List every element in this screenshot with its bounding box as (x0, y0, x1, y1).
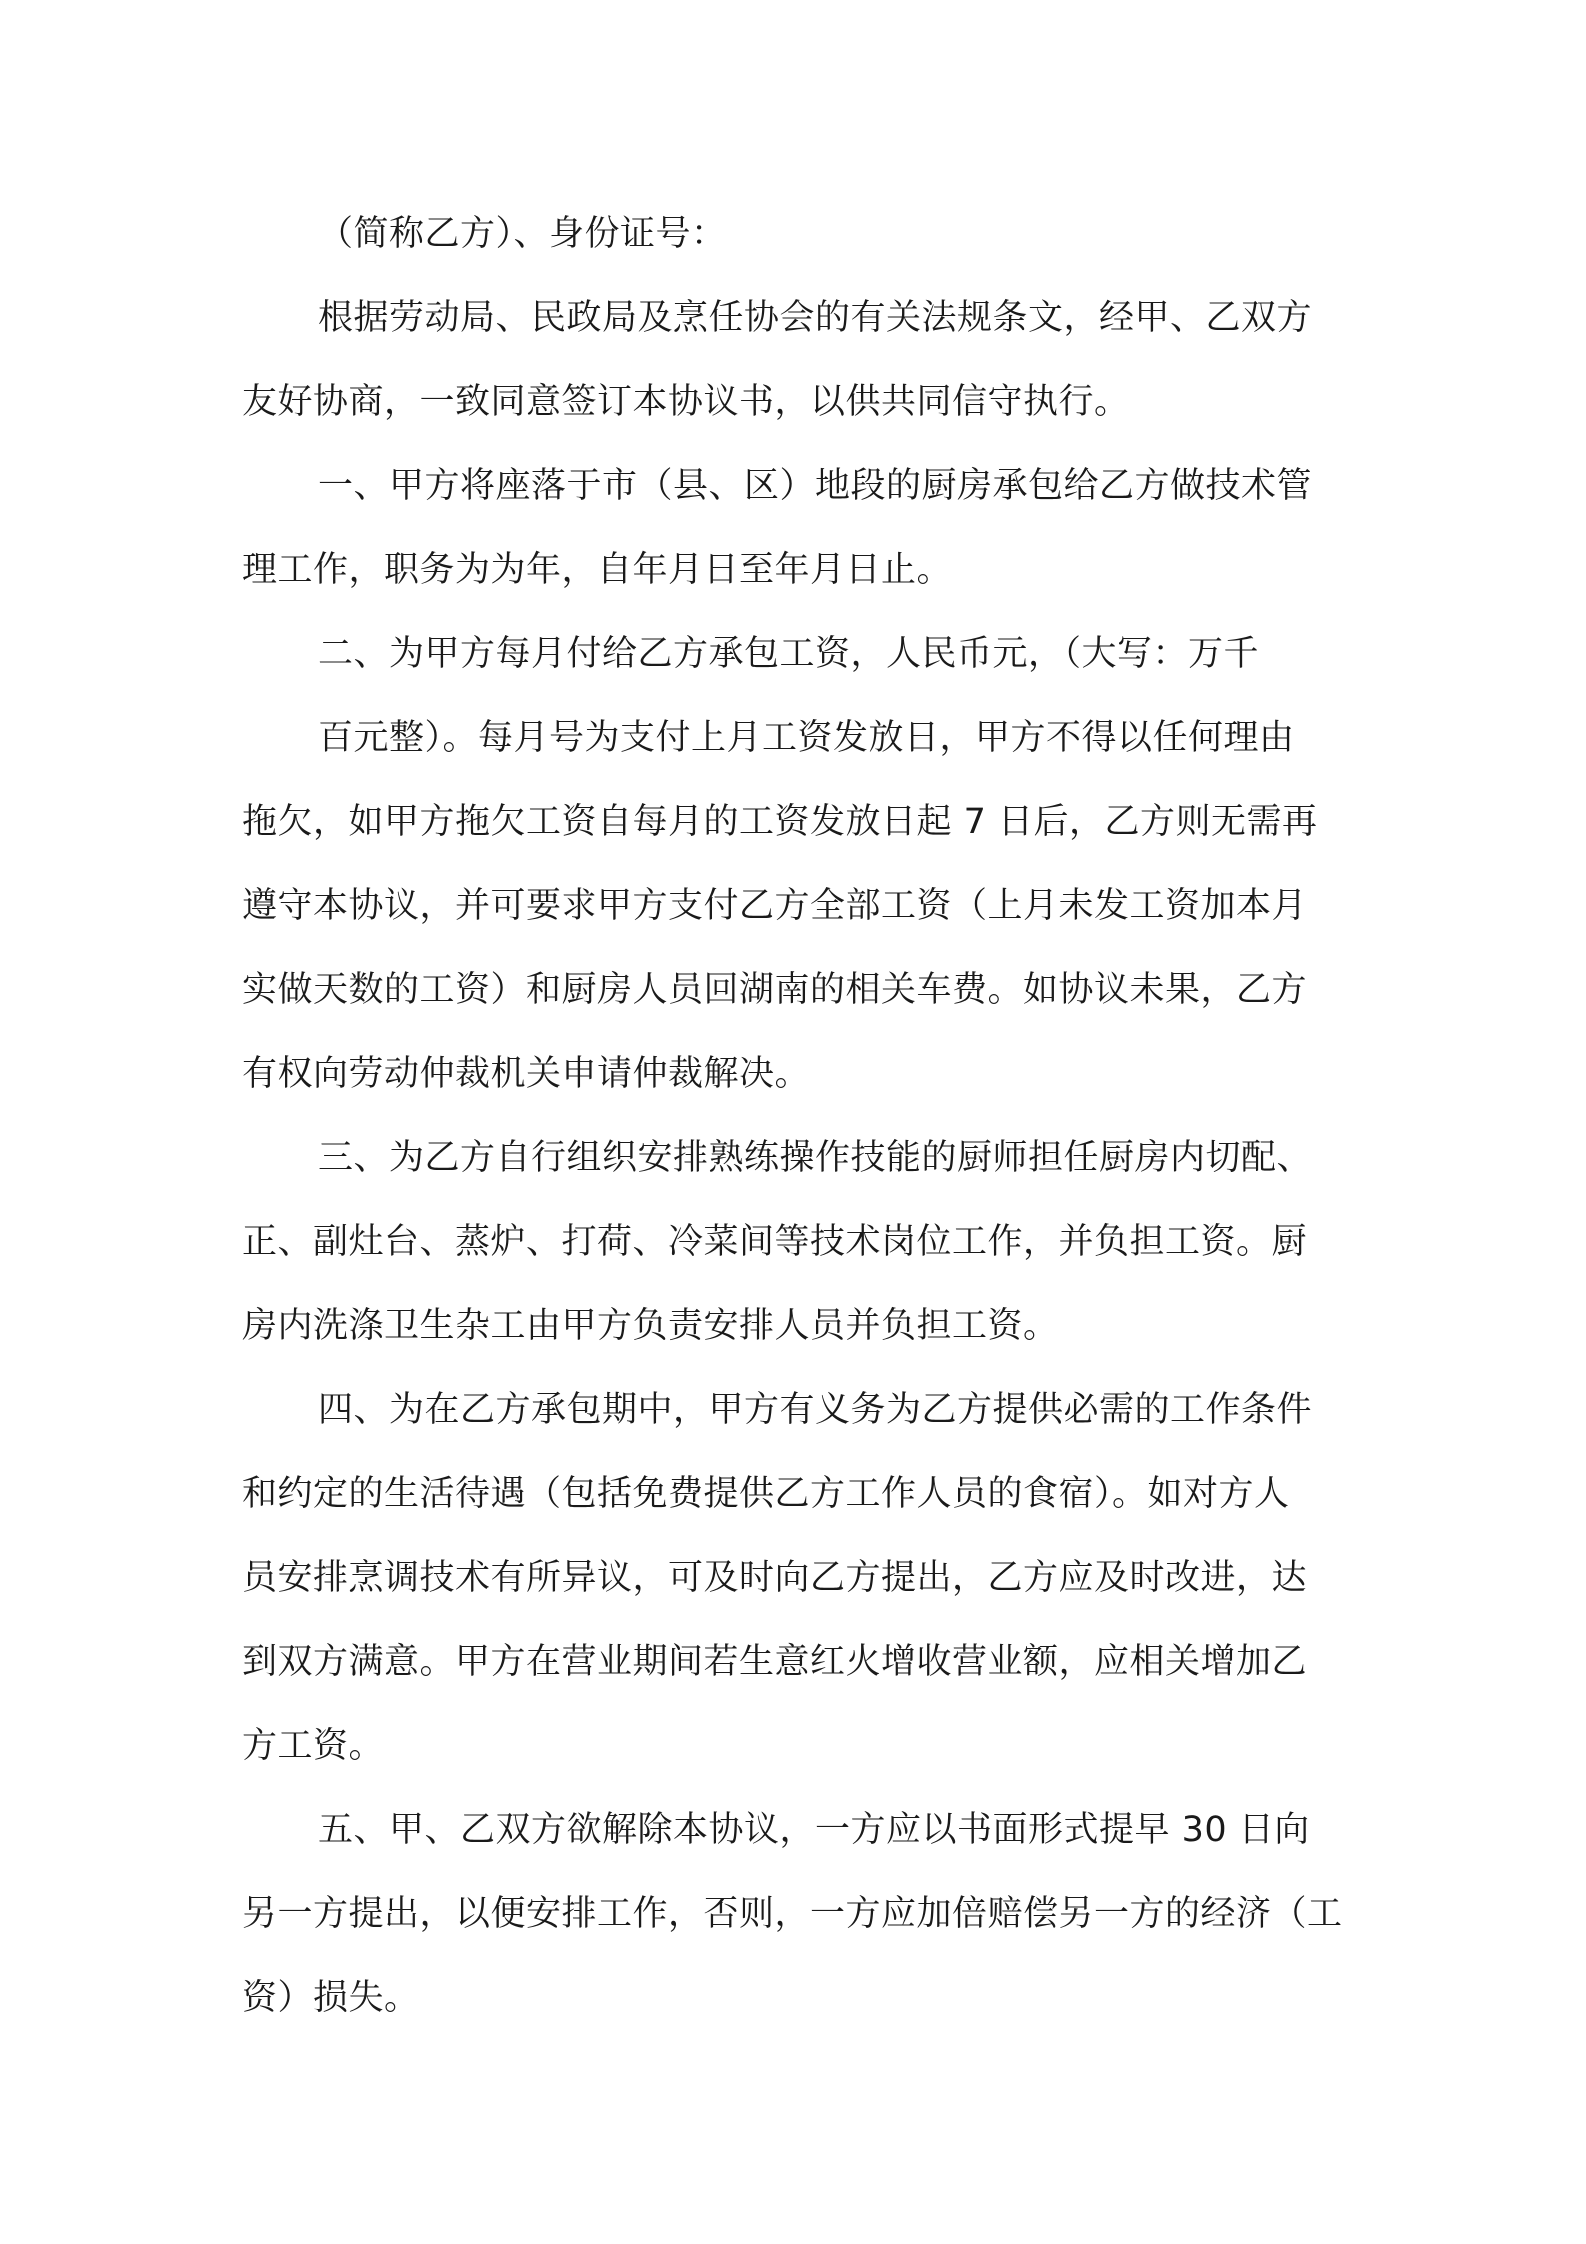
text-line-clause-2b: 百元整）。每月号为支付上月工资发放日，甲方不得以任何理由 (318, 718, 1295, 758)
text-line-preamble-2: 友好协商，一致同意签订本协议书，以供共同信守执行。 (242, 382, 1130, 422)
text-line-clause-2c: 拖欠，如甲方拖欠工资自每月的工资发放日起 7 日后，乙方则无需再 (242, 802, 1318, 842)
text-line-clause-4e: 方工资。 (242, 1726, 385, 1766)
text-line-clause-1a: 一、甲方将座落于市（县、区）地段的厨房承包给乙方做技术管 (318, 466, 1313, 506)
text-line-clause-2d: 遵守本协议，并可要求甲方支付乙方全部工资（上月未发工资加本月 (242, 886, 1308, 926)
text-line-clause-2e: 实做天数的工资）和厨房人员回湖南的相关车费。如协议未果，乙方 (242, 970, 1308, 1010)
document-body (242, 192, 1354, 2040)
text-line-clause-4d: 到双方满意。甲方在营业期间若生意红火增收营业额，应相关增加乙 (242, 1642, 1308, 1682)
text-line-clause-5a: 五、甲、乙双方欲解除本协议，一方应以书面形式提早 30 日向 (318, 1810, 1310, 1850)
text-line-clause-1b: 理工作，职务为为年，自年月日至年月日止。 (242, 550, 953, 590)
text-line-clause-3c: 房内洗涤卫生杂工由甲方负责安排人员并负担工资。 (242, 1306, 1059, 1346)
text-line-clause-4b: 和约定的生活待遇（包括免费提供乙方工作人员的食宿）。如对方人 (242, 1474, 1290, 1514)
text-line-clause-3a: 三、为乙方自行组织安排熟练操作技能的厨师担任厨房内切配、 (318, 1138, 1313, 1178)
text-line-clause-4a: 四、为在乙方承包期中，甲方有义务为乙方提供必需的工作条件 (318, 1390, 1313, 1430)
text-line-clause-2a: 二、为甲方每月付给乙方承包工资，人民币元，（大写：万千 (318, 634, 1260, 674)
text-line-clause-3b: 正、副灶台、蒸炉、打荷、冷菜间等技术岗位工作，并负担工资。厨 (242, 1222, 1308, 1262)
text-line-clause-5c: 资）损失。 (242, 1978, 420, 2018)
text-line-party-b: （简称乙方）、身份证号： (318, 214, 727, 254)
text-line-clause-2f: 有权向劳动仲裁机关申请仲裁解决。 (242, 1054, 811, 1094)
text-line-clause-4c: 员安排烹调技术有所异议，可及时向乙方提出，乙方应及时改进，达 (242, 1558, 1308, 1598)
text-line-clause-5b: 另一方提出，以便安排工作，否则，一方应加倍赔偿另一方的经济（工 (242, 1894, 1343, 1934)
text-line-preamble-1: 根据劳动局、民政局及烹任协会的有关法规条文，经甲、乙双方 (318, 298, 1313, 338)
